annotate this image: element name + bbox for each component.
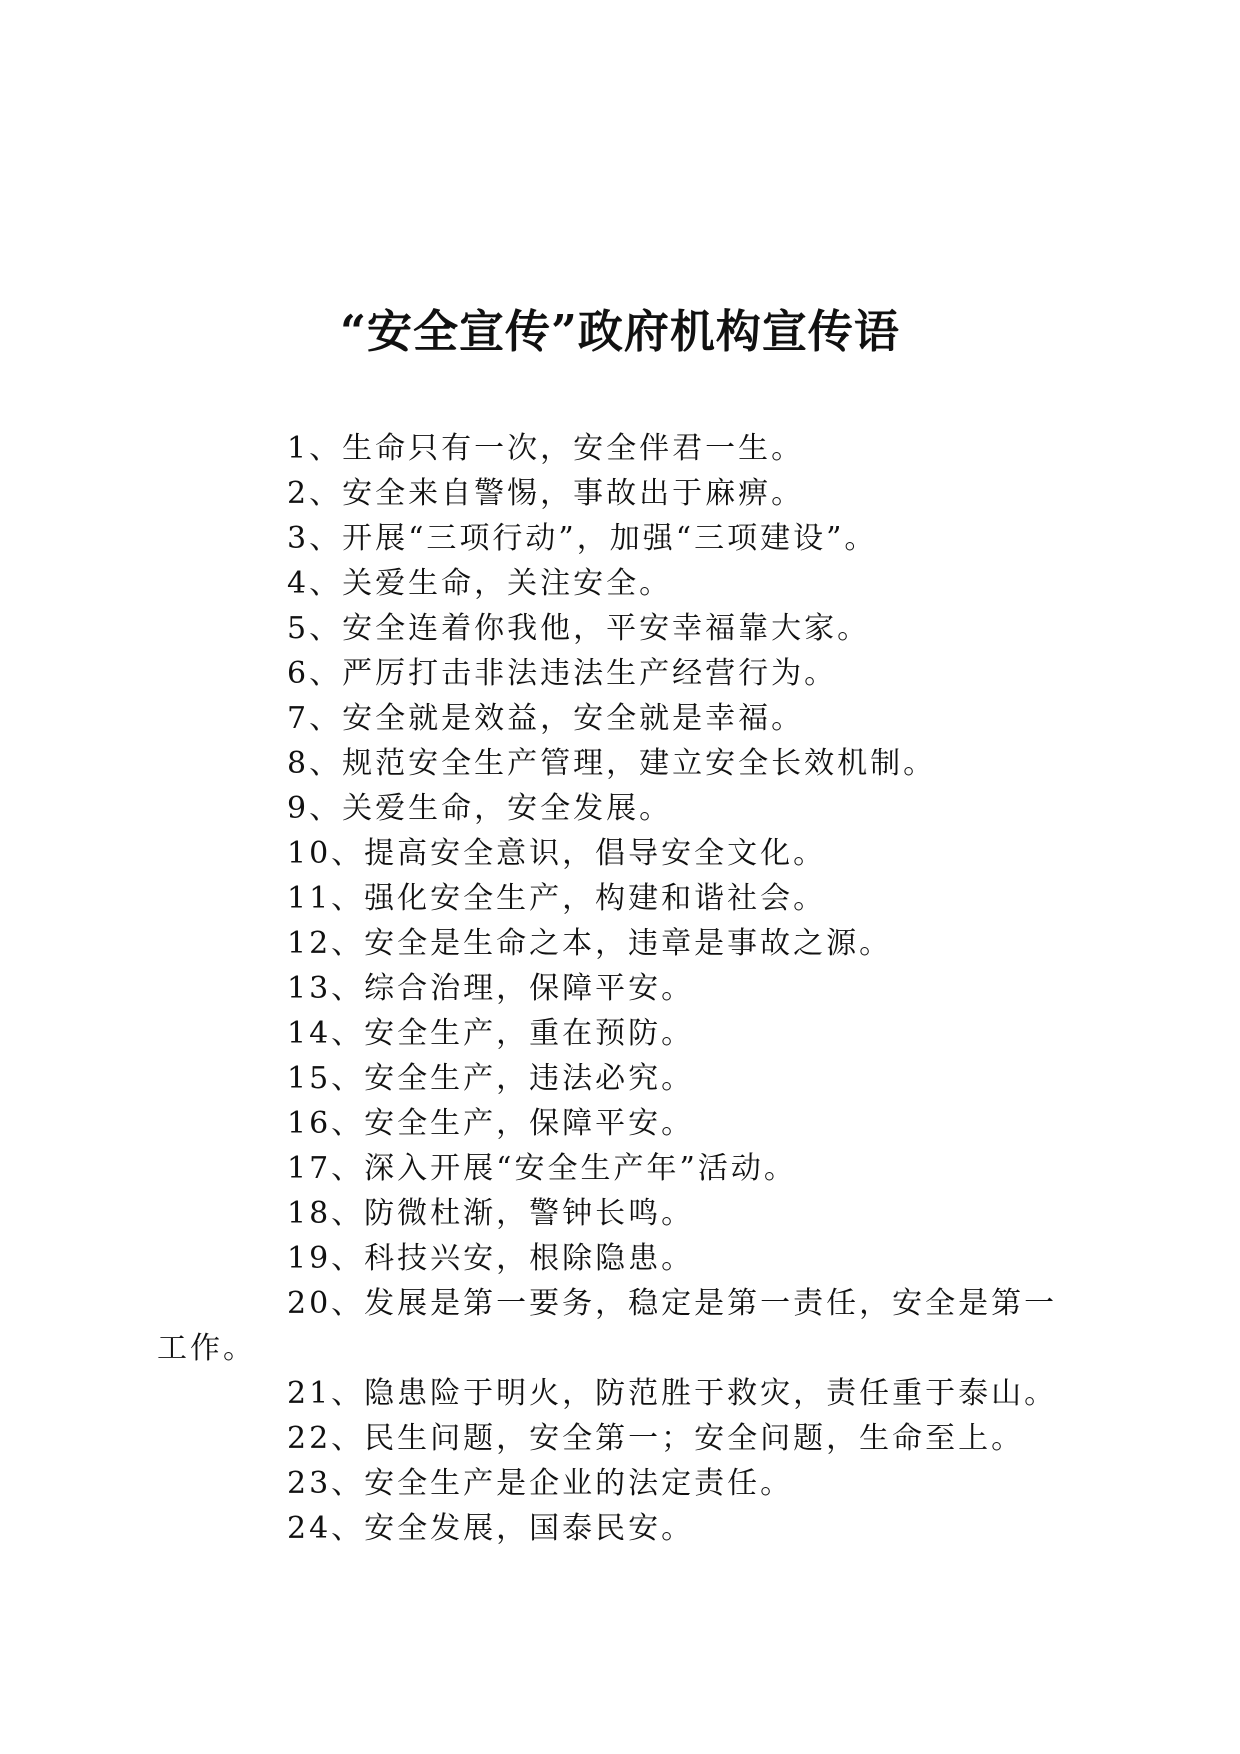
slogan-list: [157, 426, 1077, 1551]
list-item: 24、安全发展，国泰民安。: [287, 1511, 695, 1546]
page-title: “安全宣传”政府机构宣传语: [340, 305, 900, 358]
list-item: 8、规范安全生产管理，建立安全长效机制。: [287, 746, 937, 781]
list-item: 3、开展“三项行动”，加强“三项建设”。: [287, 521, 878, 556]
list-item: 11、强化安全生产，构建和谐社会。: [287, 881, 827, 916]
list-item: 4、关爱生命，关注安全。: [287, 566, 673, 601]
list-item: 10、提高安全意识，倡导安全文化。: [287, 836, 827, 871]
list-item: 7、安全就是效益，安全就是幸福。: [287, 701, 805, 736]
list-item: 17、深入开展“安全生产年”活动。: [287, 1151, 797, 1186]
list-item: 22、民生问题，安全第一；安全问题，生命至上。: [287, 1421, 1025, 1456]
list-item: 23、安全生产是企业的法定责任。: [287, 1466, 794, 1501]
list-item: 13、综合治理，保障平安。: [287, 971, 695, 1006]
list-item: 2、安全来自警惕，事故出于麻痹。: [287, 476, 805, 511]
list-item: 19、科技兴安，根除隐患。: [287, 1241, 695, 1276]
list-item: 1、生命只有一次，安全伴君一生。: [287, 431, 805, 466]
list-item: 15、安全生产，违法必究。: [287, 1061, 695, 1096]
list-item: 21、隐患险于明火，防范胜于救灾，责任重于泰山。: [287, 1376, 1058, 1411]
list-item: 18、防微杜渐，警钟长鸣。: [287, 1196, 695, 1231]
list-item: 14、安全生产，重在预防。: [287, 1016, 695, 1051]
list-item: 5、安全连着你我他，平安幸福靠大家。: [287, 611, 871, 646]
list-item: 12、安全是生命之本，违章是事故之源。: [287, 926, 893, 961]
list-item: 6、严厉打击非法违法生产经营行为。: [287, 656, 838, 691]
list-item: 9、关爱生命，安全发展。: [287, 791, 673, 826]
list-item: 20、发展是第一要务，稳定是第一责任，安全是第一工作。: [157, 1286, 1058, 1366]
list-item: 16、安全生产，保障平安。: [287, 1106, 695, 1141]
